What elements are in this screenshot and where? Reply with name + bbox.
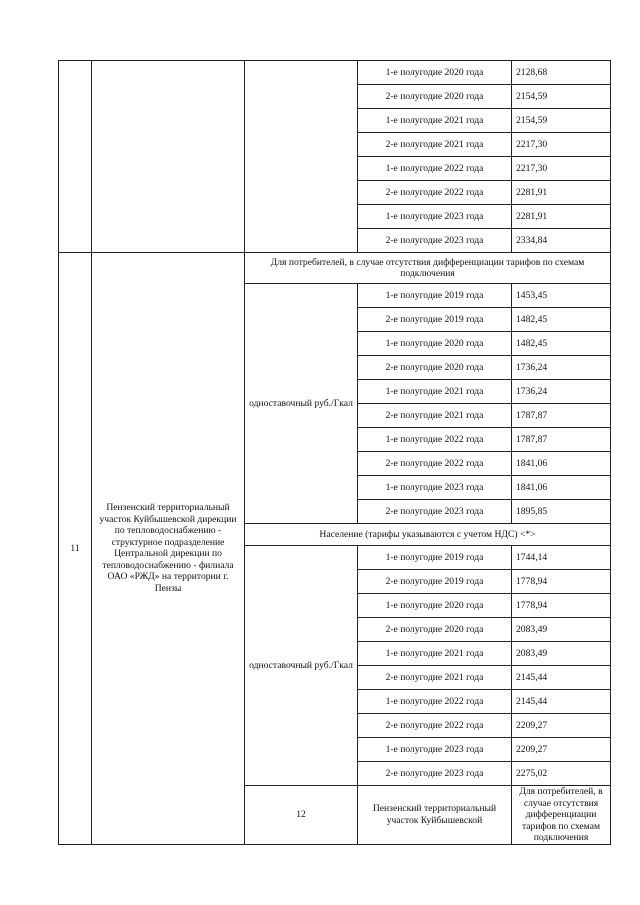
value-cell: 2154,59 (512, 85, 611, 109)
organization-name-11: Пензенский территориальный участок Куйбышевской дирекции по тепловодоснабжению - структурное подразделение Центральной дирекции по тепловодоснабжению - филиала ОАО «РЖД» на территории г. Пензы (92, 253, 245, 845)
period-cell: 1-е полугодие 2020 года (358, 61, 512, 85)
period-cell: 2-е полугодие 2019 года (358, 308, 512, 332)
period-cell: 2-е полугодие 2023 года (358, 500, 512, 524)
value-cell: 2128,68 (512, 61, 611, 85)
value-cell: 1736,24 (512, 356, 611, 380)
value-cell: 2083,49 (512, 642, 611, 666)
value-cell: 2334,84 (512, 229, 611, 253)
tariff-table (58, 60, 611, 845)
value-cell: 2083,49 (512, 618, 611, 642)
value-cell: 1482,45 (512, 332, 611, 356)
period-cell: 1-е полугодие 2019 года (358, 546, 512, 570)
period-cell: 1-е полугодие 2022 года (358, 157, 512, 181)
value-cell: 2275,02 (512, 762, 611, 786)
value-cell: 1778,94 (512, 570, 611, 594)
tariff-unit-cell: одноставочный руб./Гкал (245, 284, 358, 524)
organization-cell (92, 61, 245, 253)
value-cell: 1841,06 (512, 452, 611, 476)
period-cell: 2-е полугодие 2021 года (358, 133, 512, 157)
value-cell: 1482,45 (512, 308, 611, 332)
organization-name-12: Пензенский территориальный участок Куйбышевской (358, 786, 512, 845)
section-title-consumers-12: Для потребителей, в случае отсутствия дифференциации тарифов по схемам подключения (512, 786, 611, 845)
period-cell: 2-е полугодие 2020 года (358, 356, 512, 380)
tariff-table-body (59, 61, 611, 845)
period-cell: 2-е полугодие 2020 года (358, 618, 512, 642)
value-cell: 2145,44 (512, 690, 611, 714)
period-cell: 1-е полугодие 2019 года (358, 284, 512, 308)
section-title-population: Население (тарифы указываются с учетом НДС) <*> (245, 524, 611, 546)
period-cell: 1-е полугодие 2023 года (358, 476, 512, 500)
value-cell: 2217,30 (512, 133, 611, 157)
period-cell: 1-е полугодие 2022 года (358, 428, 512, 452)
value-cell: 1841,06 (512, 476, 611, 500)
period-cell: 2-е полугодие 2023 года (358, 229, 512, 253)
value-cell: 2154,59 (512, 109, 611, 133)
unit-cell (245, 61, 358, 253)
value-cell: 2217,30 (512, 157, 611, 181)
section-header-row (59, 253, 611, 284)
period-cell: 1-е полугодие 2020 года (358, 332, 512, 356)
row-number-cell (59, 61, 92, 253)
value-cell: 1778,94 (512, 594, 611, 618)
period-cell: 2-е полугодие 2022 года (358, 181, 512, 205)
value-cell: 2281,91 (512, 205, 611, 229)
tariff-unit-cell: одноставочный руб./Гкал (245, 546, 358, 786)
period-cell: 2-е полугодие 2021 года (358, 404, 512, 428)
value-cell: 1453,45 (512, 284, 611, 308)
period-cell: 2-е полугодие 2020 года (358, 85, 512, 109)
value-cell: 2281,91 (512, 181, 611, 205)
period-cell: 1-е полугодие 2023 года (358, 205, 512, 229)
value-cell: 1744,14 (512, 546, 611, 570)
value-cell: 1787,87 (512, 428, 611, 452)
value-cell: 2145,44 (512, 666, 611, 690)
value-cell: 1787,87 (512, 404, 611, 428)
row-number-11: 11 (59, 253, 92, 845)
table-row (59, 61, 611, 85)
period-cell: 1-е полугодие 2022 года (358, 690, 512, 714)
period-cell: 1-е полугодие 2021 года (358, 109, 512, 133)
value-cell: 2209,27 (512, 738, 611, 762)
value-cell: 1895,85 (512, 500, 611, 524)
period-cell: 2-е полугодие 2022 года (358, 714, 512, 738)
period-cell: 1-е полугодие 2021 года (358, 380, 512, 404)
row-number-12: 12 (245, 786, 358, 845)
period-cell: 1-е полугодие 2023 года (358, 738, 512, 762)
period-cell: 2-е полугодие 2023 года (358, 762, 512, 786)
value-cell: 1736,24 (512, 380, 611, 404)
period-cell: 2-е полугодие 2019 года (358, 570, 512, 594)
period-cell: 1-е полугодие 2021 года (358, 642, 512, 666)
period-cell: 2-е полугодие 2022 года (358, 452, 512, 476)
section-title-consumers: Для потребителей, в случае отсутствия дифференциации тарифов по схемам подключения (245, 253, 611, 284)
period-cell: 1-е полугодие 2020 года (358, 594, 512, 618)
period-cell: 2-е полугодие 2021 года (358, 666, 512, 690)
value-cell: 2209,27 (512, 714, 611, 738)
